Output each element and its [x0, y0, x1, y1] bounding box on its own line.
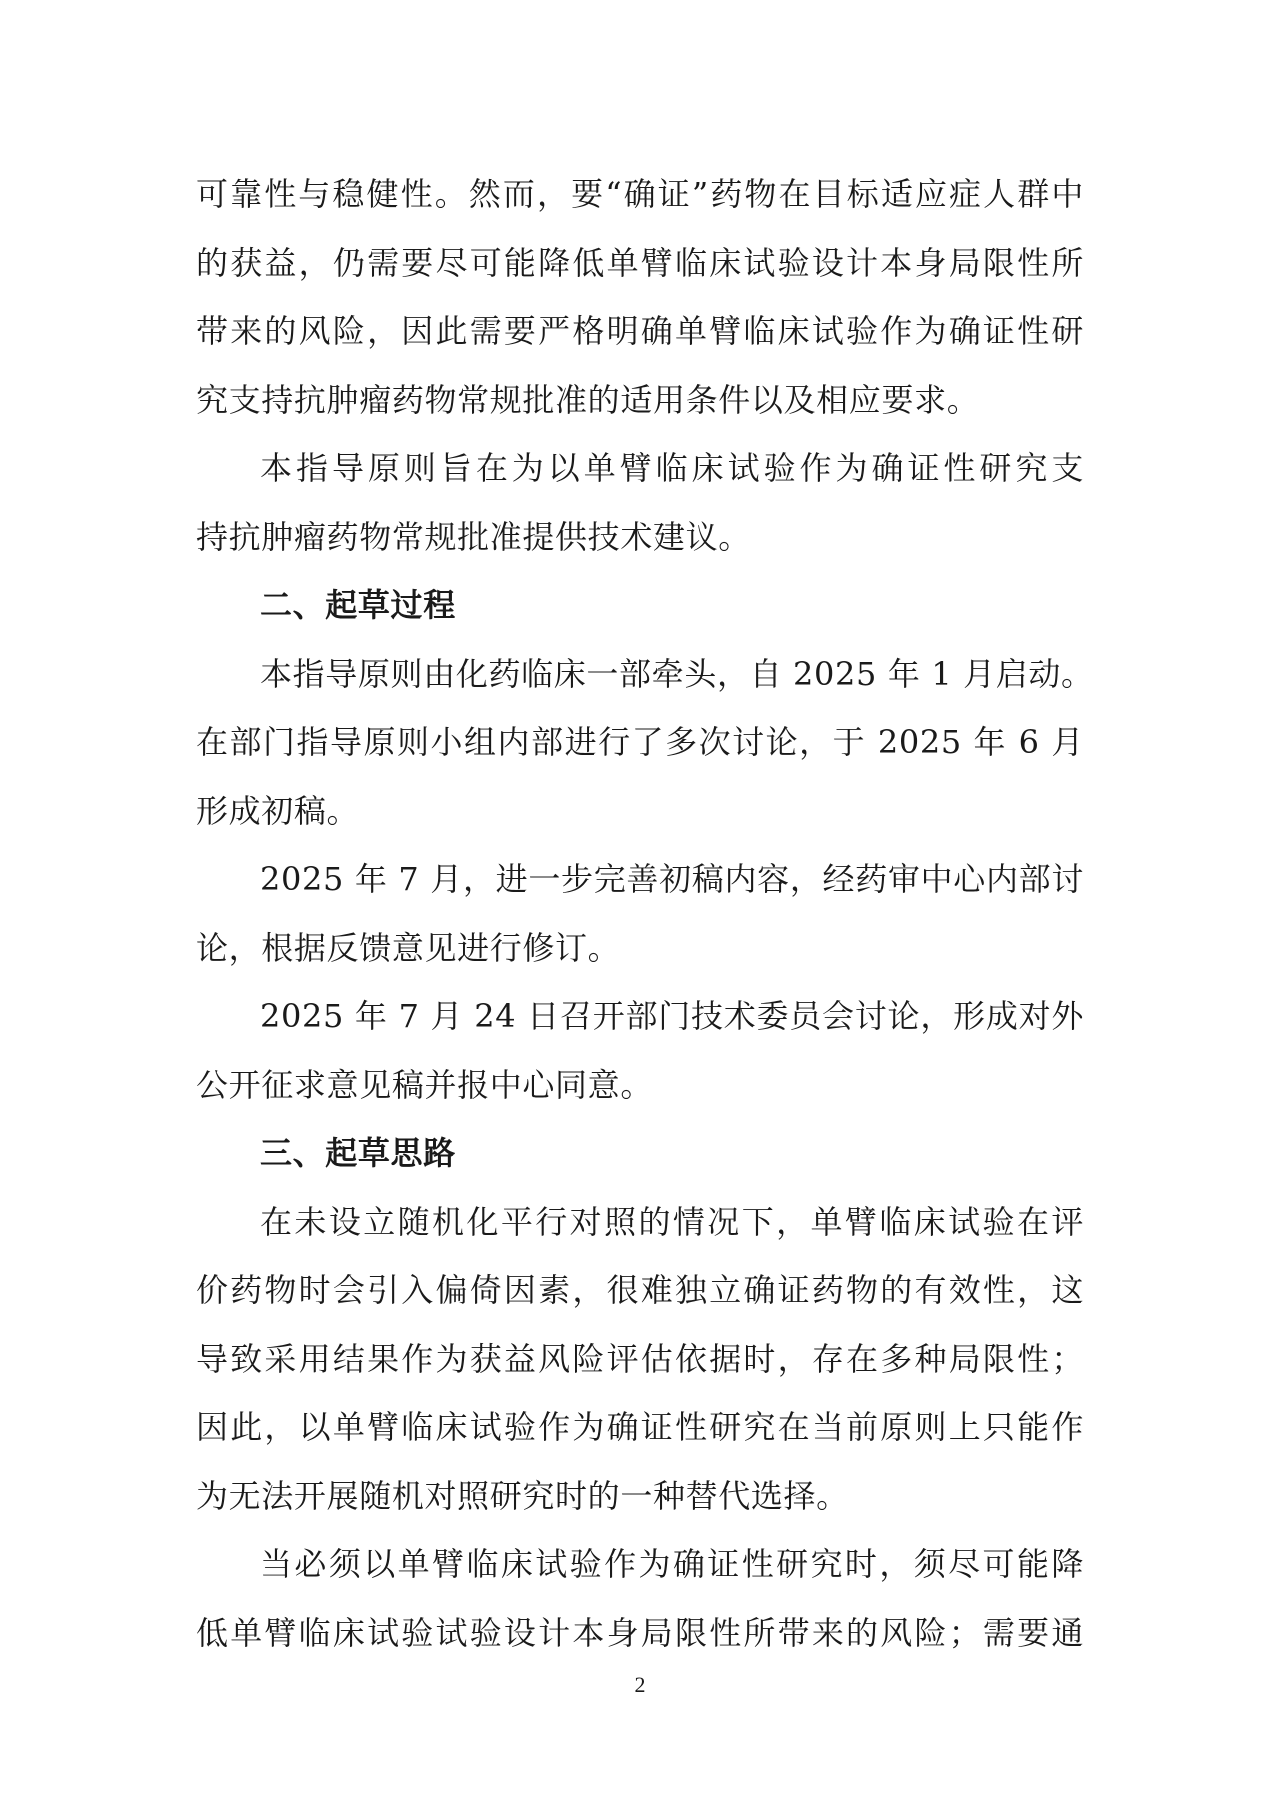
text-line: 本指导原则旨在为以单臂临床试验作为确证性研究支 — [260, 449, 1084, 487]
text-line: 当必须以单臂临床试验作为确证性研究时，须尽可能降 — [260, 1545, 1084, 1583]
page-number: 2 — [634, 1672, 646, 1697]
text-line: 本指导原则由化药临床一部牵头，自 2025 年 1 月启动。 — [260, 654, 1094, 693]
text-line: 究支持抗肿瘤药物常规批准的适用条件以及相应要求。 — [196, 380, 980, 419]
text-line: 论，根据反馈意见进行修订。 — [196, 928, 621, 967]
text-line: 在未设立随机化平行对照的情况下，单臂临床试验在评 — [260, 1202, 1084, 1241]
text-line: 2025 年 7 月 24 日召开部门技术委员会讨论，形成对外 — [260, 997, 1084, 1035]
text-line: 因此，以单臂临床试验作为确证性研究在当前原则上只能作 — [196, 1408, 1084, 1446]
section-heading: 二、起草过程 — [260, 586, 456, 624]
text-line: 价药物时会引入偏倚因素，很难独立确证药物的有效性，这 — [196, 1271, 1084, 1309]
text-line: 2025 年 7 月，进一步完善初稿内容，经药审中心内部讨 — [260, 860, 1084, 898]
text-line: 公开征求意见稿并报中心同意。 — [196, 1065, 653, 1104]
text-line: 形成初稿。 — [196, 791, 360, 830]
text-line: 持抗肿瘤药物常规批准提供技术建议。 — [196, 517, 751, 556]
text-line: 导致采用结果作为获益风险评估依据时，存在多种局限性； — [196, 1339, 1084, 1378]
body-text — [196, 160, 1094, 1667]
section-heading: 三、起草思路 — [260, 1134, 456, 1172]
text-line: 在部门指导原则小组内部进行了多次讨论，于 2025 年 6 月 — [196, 723, 1084, 761]
text-line: 可靠性与稳健性。然而，要“确证”药物在目标适应症人群中 — [196, 175, 1084, 213]
text-line: 低单臂临床试验试验设计本身局限性所带来的风险；需要通 — [196, 1613, 1084, 1652]
text-line: 的获益，仍需要尽可能降低单臂临床试验设计本身局限性所 — [196, 243, 1084, 282]
text-line: 带来的风险，因此需要严格明确单臂临床试验作为确证性研 — [196, 312, 1084, 350]
text-line: 为无法开展随机对照研究时的一种替代选择。 — [196, 1476, 849, 1515]
